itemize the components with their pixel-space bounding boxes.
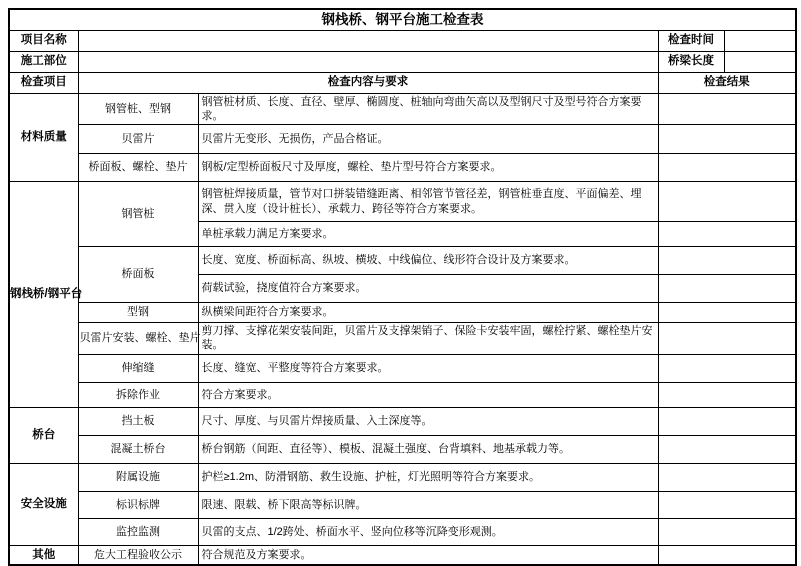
result-cell[interactable] bbox=[658, 407, 796, 435]
inspection-form-table bbox=[8, 8, 797, 566]
item-cell: 混凝土桥台 bbox=[78, 435, 198, 463]
item-cell: 拆除作业 bbox=[78, 382, 198, 407]
result-cell[interactable] bbox=[658, 354, 796, 382]
result-cell[interactable] bbox=[658, 463, 796, 491]
col-header-item: 检查项目 bbox=[9, 72, 78, 93]
result-cell[interactable] bbox=[658, 491, 796, 518]
content-cell: 符合规范及方案要求。 bbox=[198, 545, 658, 565]
item-cell: 危大工程验收公示 bbox=[78, 545, 198, 565]
item-cell: 伸缩缝 bbox=[78, 354, 198, 382]
category-abutment: 桥台 bbox=[9, 407, 78, 463]
construction-part-label: 施工部位 bbox=[9, 51, 78, 72]
content-cell: 符合方案要求。 bbox=[198, 382, 658, 407]
result-cell[interactable] bbox=[658, 435, 796, 463]
result-cell[interactable] bbox=[658, 247, 796, 275]
item-cell: 桥面板 bbox=[78, 247, 198, 303]
form-title: 钢栈桥、钢平台施工检查表 bbox=[9, 9, 796, 30]
category-other: 其他 bbox=[9, 545, 78, 565]
item-cell: 型钢 bbox=[78, 303, 198, 323]
project-name-input-cell[interactable] bbox=[78, 30, 658, 51]
content-cell: 剪刀撑、支撑花架安装间距，贝雷片及支撑架销子、保险卡安装牢固，螺栓拧紧、螺栓垫片安装。 bbox=[198, 323, 658, 355]
content-cell: 贝雷片无变形、无损伤，产品合格证。 bbox=[198, 125, 658, 154]
item-cell: 标识标牌 bbox=[78, 491, 198, 518]
content-cell: 尺寸、厚度、与贝雷片焊接质量、入土深度等。 bbox=[198, 407, 658, 435]
bridge-length-input-cell[interactable] bbox=[724, 51, 796, 72]
item-cell: 桥面板、螺栓、垫片 bbox=[78, 154, 198, 182]
result-cell[interactable] bbox=[658, 93, 796, 125]
result-cell[interactable] bbox=[658, 323, 796, 355]
project-name-label: 项目名称 bbox=[9, 30, 78, 51]
content-cell: 钢板/定型桥面板尺寸及厚度，螺栓、垫片型号符合方案要求。 bbox=[198, 154, 658, 182]
result-cell[interactable] bbox=[658, 154, 796, 182]
construction-part-input-cell[interactable] bbox=[78, 51, 658, 72]
content-cell: 荷载试验，挠度值符合方案要求。 bbox=[198, 275, 658, 303]
result-cell[interactable] bbox=[658, 303, 796, 323]
result-cell[interactable] bbox=[658, 222, 796, 247]
category-material-quality: 材料质量 bbox=[9, 93, 78, 182]
result-cell[interactable] bbox=[658, 275, 796, 303]
check-time-input-cell[interactable] bbox=[724, 30, 796, 51]
item-cell: 附属设施 bbox=[78, 463, 198, 491]
col-header-result: 检查结果 bbox=[658, 72, 796, 93]
content-cell: 钢管桩焊接质量，管节对口拼装错缝距离、相邻管节管径差，钢管桩垂直度、平面偏差、埋深、贯入度（设计桩长）、承载力、跨径等符合方案要求。 bbox=[198, 182, 658, 222]
content-cell: 钢管桩材质、长度、直径、壁厚、椭圆度、桩轴向弯曲矢高以及型钢尺寸及型号符合方案要求。 bbox=[198, 93, 658, 125]
result-cell[interactable] bbox=[658, 125, 796, 154]
category-steel-trestle-platform: 钢栈桥/钢平台 bbox=[9, 182, 78, 408]
content-cell: 长度、缝宽、平整度等符合方案要求。 bbox=[198, 354, 658, 382]
item-cell: 挡土板 bbox=[78, 407, 198, 435]
item-cell: 钢管桩 bbox=[78, 182, 198, 247]
bridge-length-label: 桥梁长度 bbox=[658, 51, 724, 72]
item-cell: 贝雷片 bbox=[78, 125, 198, 154]
check-time-label: 检查时间 bbox=[658, 30, 724, 51]
result-cell[interactable] bbox=[658, 182, 796, 222]
result-cell[interactable] bbox=[658, 382, 796, 407]
result-cell[interactable] bbox=[658, 518, 796, 545]
content-cell: 桥台钢筋（间距、直径等）、模板、混凝土强度、台背填料、地基承载力等。 bbox=[198, 435, 658, 463]
item-cell: 钢管桩、型钢 bbox=[78, 93, 198, 125]
content-cell: 单桩承载力满足方案要求。 bbox=[198, 222, 658, 247]
content-cell: 限速、限载、桥下限高等标识牌。 bbox=[198, 491, 658, 518]
category-safety-facilities: 安全设施 bbox=[9, 463, 78, 545]
item-cell: 监控监测 bbox=[78, 518, 198, 545]
content-cell: 贝雷的支点、1/2跨处、桥面水平、竖向位移等沉降变形观测。 bbox=[198, 518, 658, 545]
col-header-content: 检查内容与要求 bbox=[78, 72, 658, 93]
content-cell: 纵横梁间距符合方案要求。 bbox=[198, 303, 658, 323]
content-cell: 护栏≥1.2m、防滑钢筋、救生设施、护桩，灯光照明等符合方案要求。 bbox=[198, 463, 658, 491]
content-cell: 长度、宽度、桥面标高、纵坡、横坡、中线偏位、线形符合设计及方案要求。 bbox=[198, 247, 658, 275]
item-cell: 贝雷片安装、螺栓、垫片 bbox=[78, 323, 198, 355]
result-cell[interactable] bbox=[658, 545, 796, 565]
